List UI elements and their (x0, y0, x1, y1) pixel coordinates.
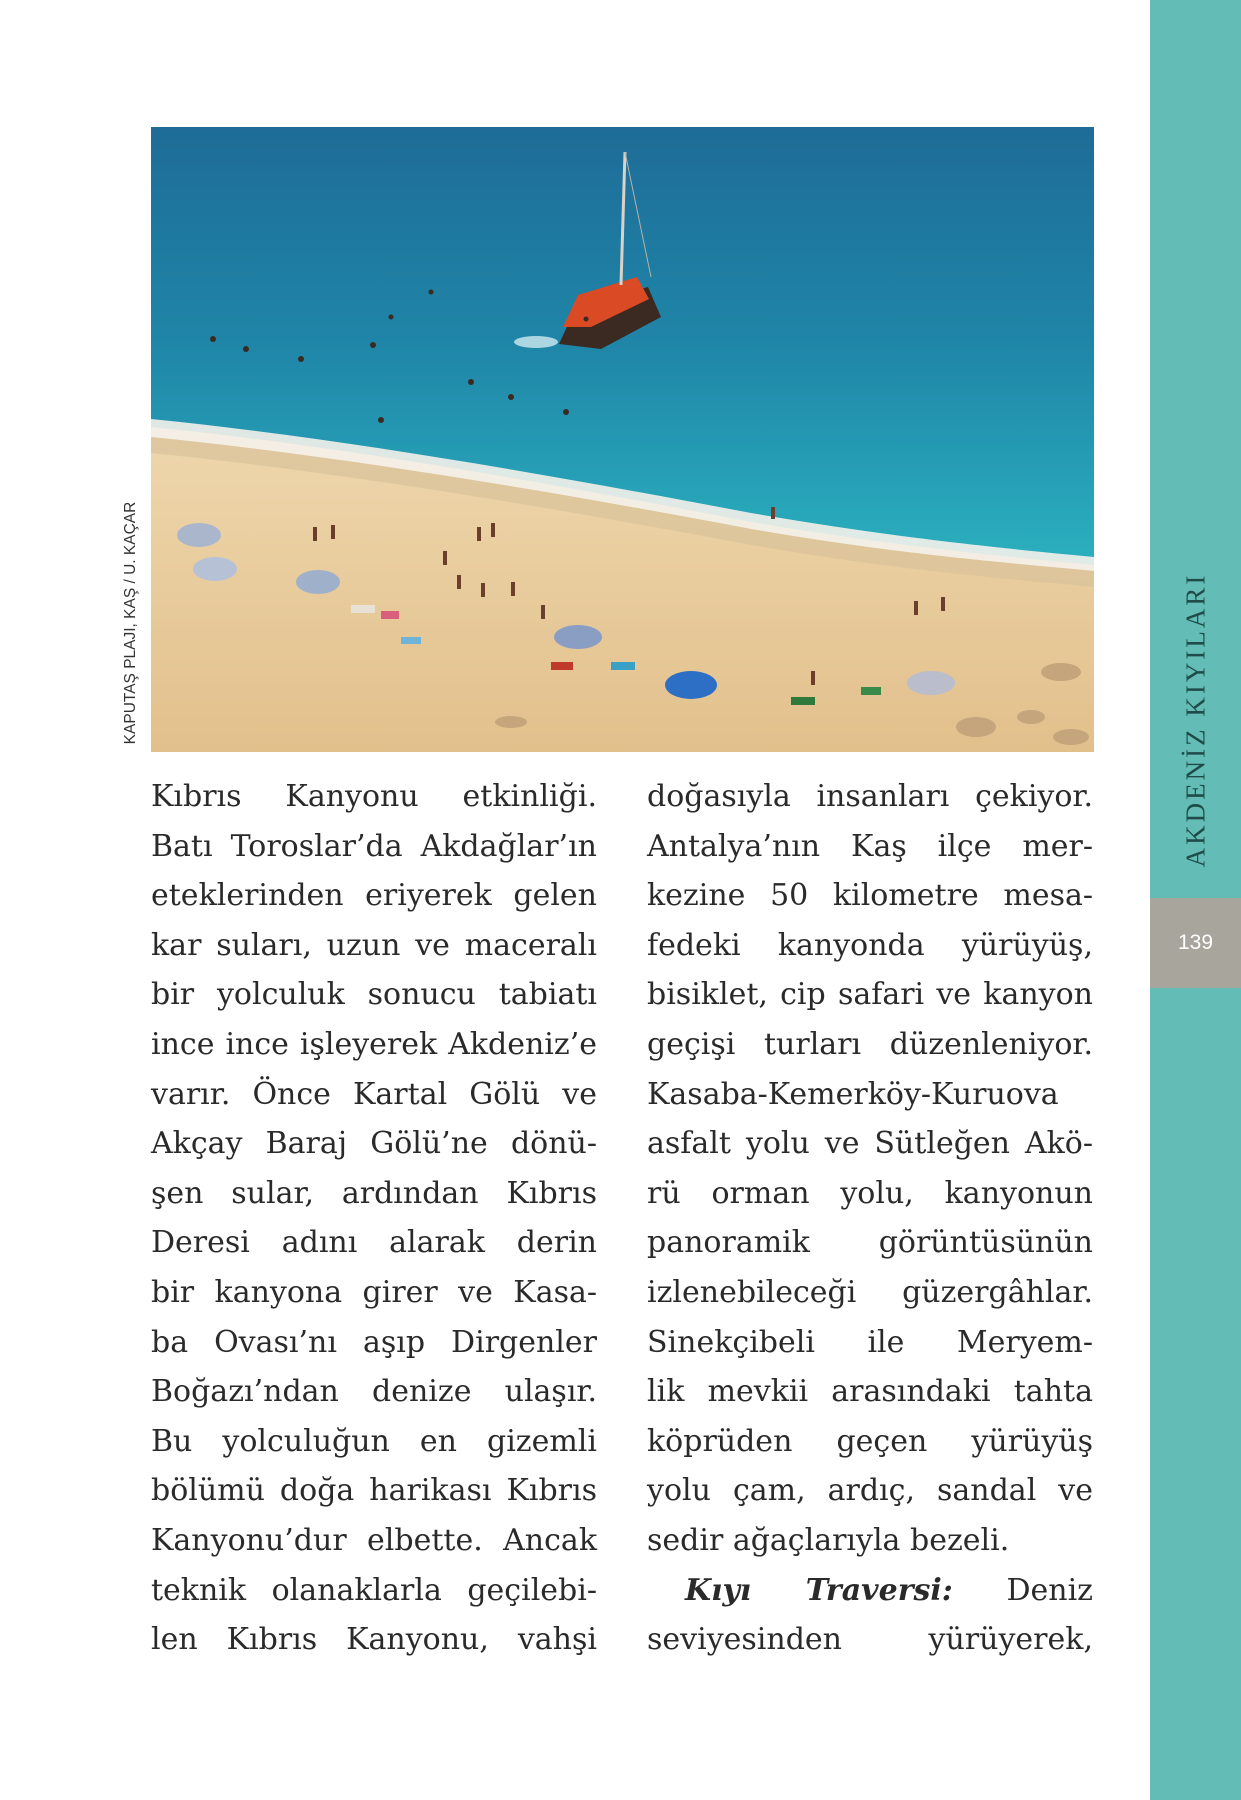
text-line: len Kıbrıs Kanyonu, vahşi (151, 1622, 597, 1658)
text-line: asfalt yolu ve Sütleğen Akö- (647, 1126, 1093, 1162)
text-line: izlenebileceği güzergâhlar. (647, 1274, 1093, 1310)
page-number: 139 (1177, 931, 1214, 954)
text-line: şen sular, ardından Kıbrıs (151, 1175, 597, 1211)
text-line: fedeki kanyonda yürüyüş, (647, 927, 1093, 963)
text-line: Deresi adını alarak derin (151, 1225, 597, 1261)
text-line: Bu yolculuğun en gizemli (151, 1423, 597, 1459)
beach-photo-illustration (151, 127, 1094, 752)
text-line: Batı Toroslar’da Akdağlar’ın (151, 828, 597, 864)
text-line: Kıbrıs Kanyonu etkinliği. (151, 779, 597, 814)
text-column-left (151, 772, 597, 1665)
text-line: Kasaba-Kemerköy-Kuruova (647, 1076, 1059, 1112)
text-column-right (647, 772, 1093, 1665)
beach-photo (151, 127, 1094, 752)
text-line: Sinekçibeli ile Meryem- (647, 1324, 1093, 1360)
photo-credit-text: KAPUTAŞ PLAJI, KAŞ / U. KAÇAR (122, 501, 139, 745)
text-line: ince ince işleyerek Akdeniz’e (151, 1026, 597, 1062)
text-line: kezine 50 kilometre mesa- (647, 878, 1093, 914)
text-line: Antalya’nın Kaş ilçe mer- (647, 828, 1093, 864)
text-line: panoramik görüntüsünün (647, 1225, 1093, 1261)
text-line: geçişi turları düzenleniyor. (647, 1026, 1093, 1062)
chapter-title-text: AKDENİZ KIYILARI (1180, 572, 1210, 868)
kiyi-traversi-line (647, 1566, 1093, 1616)
text-line: kar suları, uzun ve maceralı (151, 927, 597, 963)
text-line: doğasıyla insanları çekiyor. (647, 779, 1093, 814)
text-line: teknik olanaklarla geçilebi- (151, 1572, 597, 1608)
photo-credit (120, 494, 142, 752)
text-line: eteklerinden eriyerek gelen (151, 878, 597, 914)
text-line: ba Ovası’nı aşıp Dirgenler (151, 1324, 597, 1360)
text-line: sedir ağaçlarıyla bezeli. (647, 1522, 1010, 1558)
text-line: bölümü doğa harikası Kıbrıs (151, 1473, 597, 1509)
text-line: Boğazı’ndan denize ulaşır. (151, 1374, 597, 1410)
text-line: lik mevkii arasındaki tahta (647, 1374, 1093, 1410)
text-line: bir yolculuk sonucu tabiatı (151, 977, 597, 1013)
text-line: yolu çam, ardıç, sandal ve (647, 1473, 1093, 1509)
kiyi-traversi-heading: Kıyı Traversi: (685, 1572, 953, 1608)
text-line: Akçay Baraj Gölü’ne dönü- (151, 1126, 597, 1162)
kiyi-traversi-rest: Deniz (952, 1572, 1093, 1608)
text-line: Kanyonu’dur elbette. Ancak (151, 1522, 597, 1558)
page-number-box (1150, 898, 1241, 988)
text-line: bisiklet, cip safari ve kanyon (647, 977, 1093, 1013)
text-line: köprüden geçen yürüyüş (647, 1423, 1093, 1459)
text-line: rü orman yolu, kanyonun (647, 1175, 1093, 1211)
text-line: bir kanyona girer ve Kasa- (151, 1274, 597, 1310)
chapter-title (1150, 560, 1241, 880)
text-line: seviyesinden yürüyerek, (647, 1622, 1093, 1658)
text-line: varır. Önce Kartal Gölü ve (151, 1076, 597, 1112)
